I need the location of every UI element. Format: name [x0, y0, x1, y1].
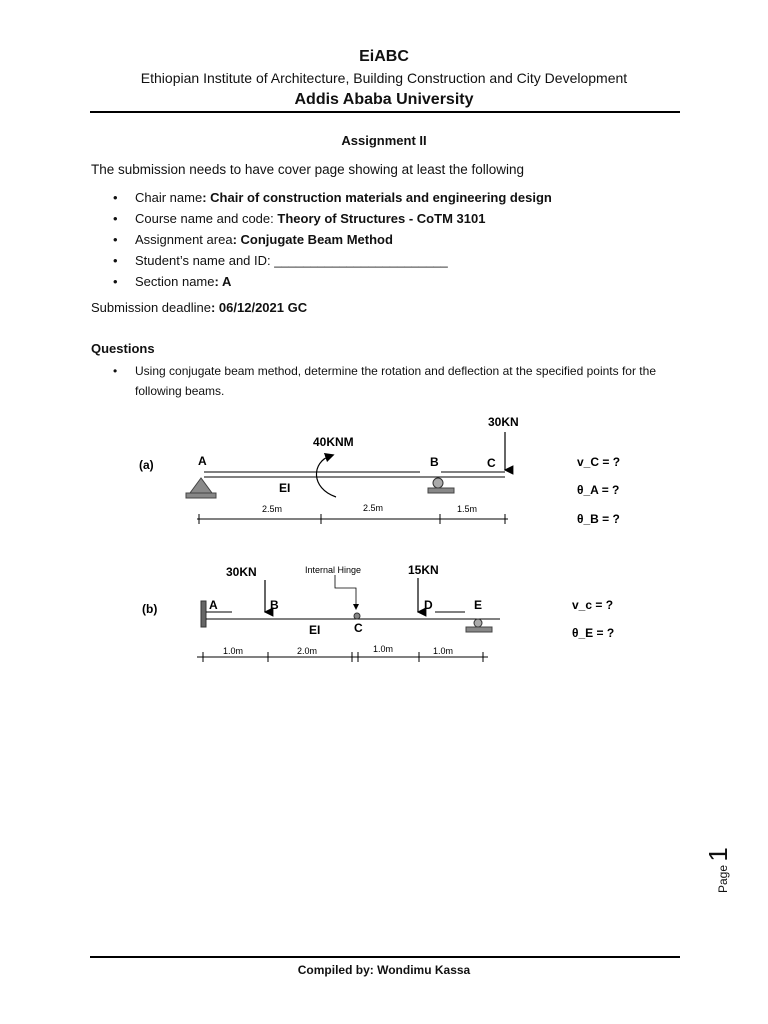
requirement-label: Student’s name and ID	[135, 253, 268, 268]
list-item: • Student’s name and ID: ________________________	[90, 250, 552, 271]
beam-a-span-3: 1.5m	[457, 504, 478, 514]
document-title: EiABC	[359, 48, 409, 65]
beam-a-dimension-line	[197, 514, 508, 524]
roller-support-icon	[428, 478, 454, 493]
question-bullet: •	[113, 364, 118, 378]
beam-a-load-label: 30KN	[488, 415, 519, 429]
roller-support-icon	[466, 619, 492, 632]
page-number: 1	[703, 847, 733, 862]
beam-b-load-2-label: 15KN	[408, 563, 439, 577]
beam-a-stiffness: EI	[279, 481, 291, 495]
list-item: • Assignment area: Conjugate Beam Method	[90, 229, 552, 250]
requirement-value: Conjugate Beam Method	[240, 232, 393, 247]
list-item: • Chair name: Chair of construction materials and engineering design	[90, 187, 552, 208]
beam-a	[204, 472, 505, 477]
beam-b-point-e: E	[474, 598, 483, 612]
question-text: Using conjugate beam method, determine the rotation and deflection at the specified points for the following beams.	[135, 364, 656, 398]
list-item: • Section name: A	[90, 271, 552, 292]
beam-a-point-b: B	[430, 455, 439, 469]
beam-b-unknown-1: v_c = ?	[572, 598, 614, 612]
beam-a-span-1: 2.5m	[262, 504, 283, 514]
assignment-title: Assignment II	[341, 133, 427, 148]
pin-support-icon	[186, 478, 216, 498]
university-name: Addis Ababa University	[294, 91, 474, 108]
internal-hinge-icon	[335, 575, 360, 619]
deadline-label: Submission deadline	[91, 300, 211, 315]
requirement-label: Section name	[135, 274, 215, 289]
beam-a-moment-label: 40KNM	[313, 435, 354, 449]
beam-b-load-1-label: 30KN	[226, 565, 257, 579]
beam-b-hinge-label: Internal Hinge	[305, 565, 362, 575]
questions-heading: Questions	[91, 341, 155, 356]
requirement-value: Theory of Structures - CoTM 3101	[277, 211, 486, 226]
beam-b-stiffness: EI	[309, 623, 321, 637]
institute-name: Ethiopian Institute of Architecture, Building Construction and City Development	[140, 70, 628, 86]
footer-divider	[90, 956, 680, 958]
beam-b	[206, 612, 500, 619]
deadline-value: 06/12/2021 GC	[218, 300, 308, 315]
requirement-value: ________________________	[274, 253, 448, 268]
intro-text: The submission needs to have cover page showing at least the following	[91, 162, 525, 177]
beam-b-unknown-2: θ_E = ?	[572, 626, 615, 640]
beam-b-point-a: A	[209, 598, 218, 612]
beam-a-tag: (a)	[139, 458, 154, 472]
beam-a-point-a: A	[198, 454, 207, 468]
beam-a-span-2: 2.5m	[363, 503, 384, 513]
fixed-support-icon	[201, 601, 206, 627]
page-marker	[703, 847, 734, 893]
beam-a-point-c: C	[487, 456, 496, 470]
beam-b-point-d: D	[424, 598, 433, 612]
beam-a-unknown-1: v_C = ?	[577, 455, 621, 469]
requirement-value: Chair of construction materials and engineering design	[210, 190, 552, 205]
requirement-label: Assignment area	[135, 232, 233, 247]
list-item: • Course name and code: Theory of Structures - CoTM 3101	[90, 208, 552, 229]
requirement-value: A	[221, 274, 232, 289]
beam-b-tag: (b)	[142, 602, 158, 616]
requirement-label: Chair name	[135, 190, 203, 205]
beam-b-span-1: 1.0m	[223, 646, 244, 656]
requirement-label: Course name and code	[135, 211, 271, 226]
beam-b-point-c: C	[354, 621, 363, 635]
beam-b-span-2: 2.0m	[297, 646, 318, 656]
beam-b-span-3: 1.0m	[373, 644, 394, 654]
beam-a-unknown-3: θ_B = ?	[577, 512, 620, 526]
submission-deadline: Submission deadline: 06/12/2021 GC	[91, 300, 308, 315]
beam-b-point-b: B	[270, 598, 279, 612]
beam-b-span-4: 1.0m	[433, 646, 454, 656]
page-label: Page	[716, 864, 730, 893]
footer-credit: Compiled by: Wondimu Kassa	[297, 963, 471, 977]
beam-a-unknown-2: θ_A = ?	[577, 483, 620, 497]
